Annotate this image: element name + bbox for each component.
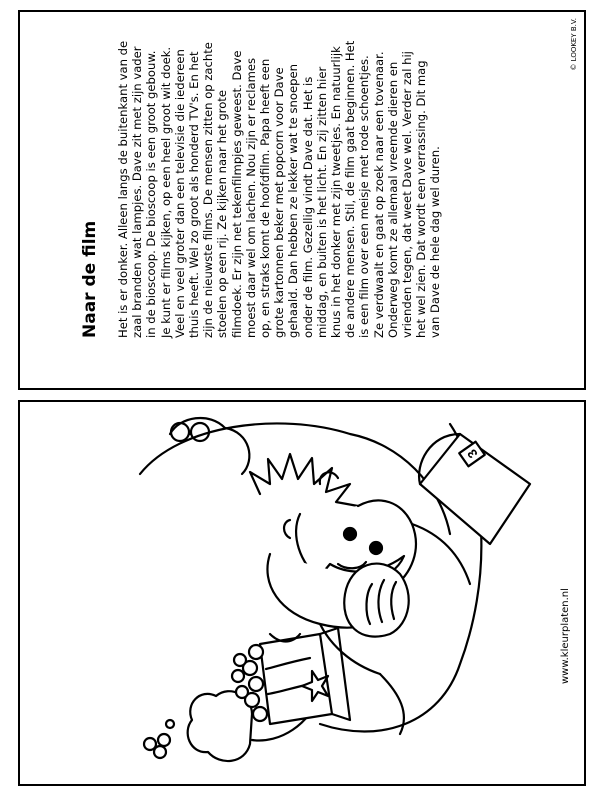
cinema-illustration <box>20 402 584 784</box>
drink-cup <box>344 564 408 637</box>
picture-rotated-content <box>20 402 584 784</box>
coloring-picture-panel <box>18 400 586 786</box>
story-rotated-content <box>20 12 584 388</box>
cup-number: 3 <box>464 446 481 461</box>
dave-hair <box>250 454 358 506</box>
story-panel <box>18 10 586 390</box>
story-title: Naar de film <box>80 220 100 338</box>
copyright-notice: © LOOKEY B.V. <box>570 18 578 71</box>
popcorn-cup-large <box>419 434 530 544</box>
site-url: www.kleurplaten.nl <box>560 588 571 684</box>
flower-icon <box>144 720 174 758</box>
story-body: Het is er donker. Alleen langs de buitenkant van de zaal branden wat lampjes. Dave zit met zijn vader in de bioscoop. De bioscoop is een groot gebouw. Je kunt er films kijken, op een heel groot wit doek. Veel en veel groter dan een televisie die iedereen thuis heeft. Wel zo groot als honderd TV's. En het zijn de nieuwste films. De mensen zitten op zachte stoelen op een rij. Ze kijken naar het grote filmdoek. Er zijn net tekenfilmpjes geweest. Dave moest daar wel om lachen. Nou zijn er reclames op, en straks komt de hoofdfilm. Papa heeft een grote kartonnen beker met popcorn voor Dave gehaald. Dan hebben ze lekker wat te snoepen onder de film. Gezellig vindt Dave dat. Het is middag, en buiten is het licht. En zij zitten hier knus in het donker met zijn tweetjes. En natuurlijk de andere mensen. Stil, de film gaat beginnen. Het is een film over een meisje met rode schoentjes. Ze verdwaalt en gaat op zoek naar een tovenaar. Onderweg komt ze allemaal vreemde dieren en vrienden tegen, dat weet Dave wel. Verder zal hij het wel zien. Dat wordt een verrassing. Dit mag van Dave de hele dag wel duren. <box>116 40 443 338</box>
